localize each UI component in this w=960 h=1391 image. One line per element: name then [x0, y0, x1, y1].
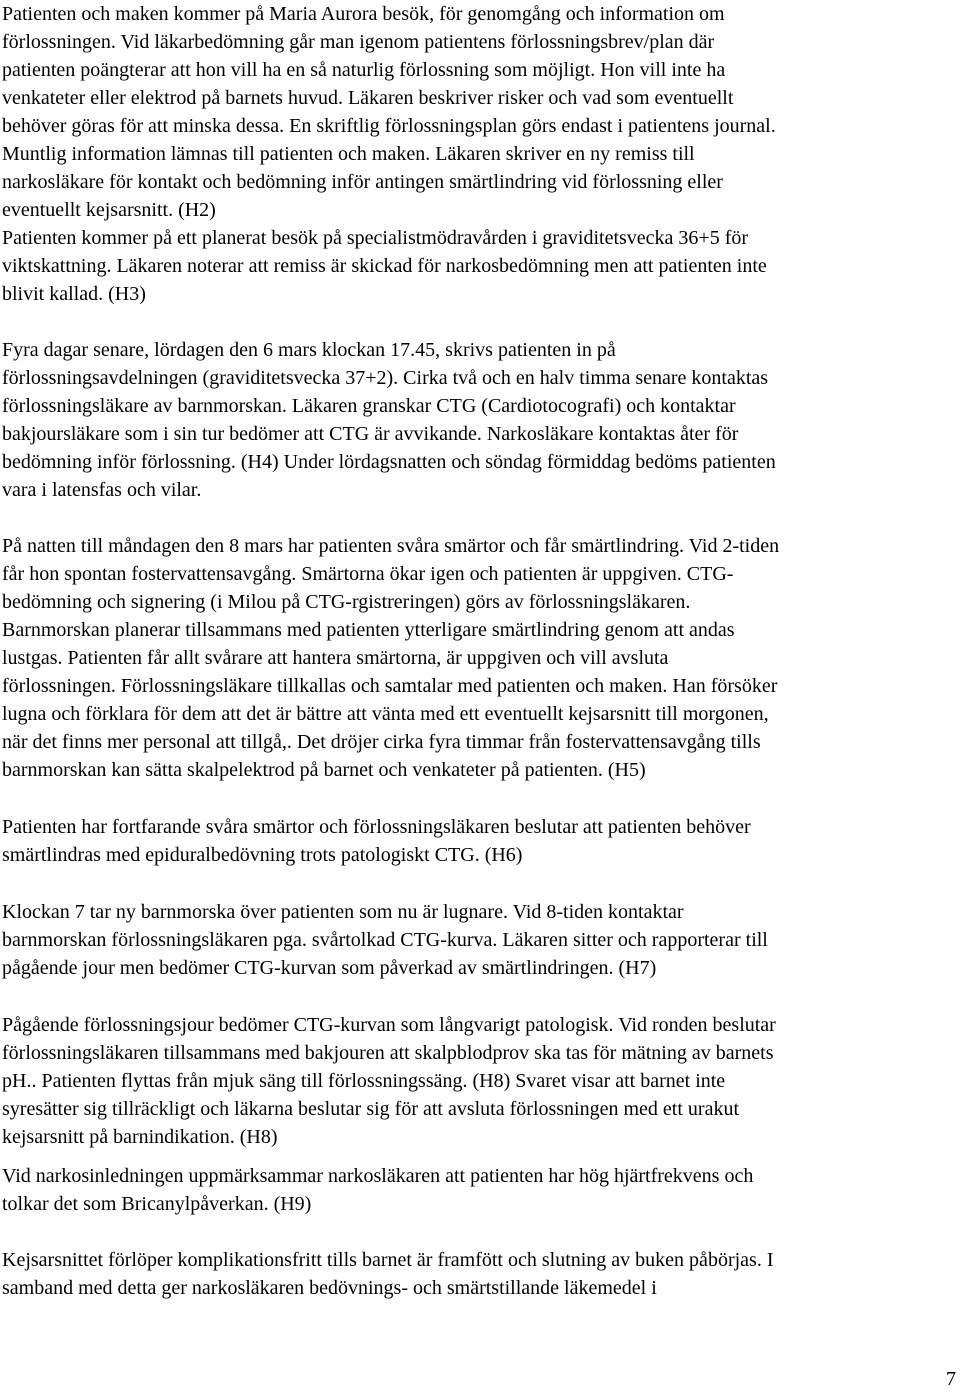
paragraph-8: Kejsarsnittet förlöper komplikationsfritt tills barnet är framfött och slutning av buken påbörjas. I samband med detta ger narkosläkaren bedövnings- och smärtstillande läkemedel i: [2, 1249, 774, 1299]
paragraph-4: Patienten har fortfarande svåra smärtor och förlossningsläkaren beslutar att patienten behöver smärtlindras med epiduralbedövning trots patologiskt CTG. (H6): [2, 816, 751, 866]
paragraph-6: Pågående förlossningsjour bedömer CTG-kurvan som långvarigt patologisk. Vid ronden beslutar förlossningsläkaren tillsammans med bakjouren att skalpblodprov ska tas för mätning av barnets pH.. Patienten flyttas från mjuk säng till förlossningssäng. (H8) Svaret visar att barnet inte syresätter sig tillräckligt och läkarna beslutar sig för att avsluta förlossningen med ett urakut kejsarsnitt på barnindikation. (H8): [2, 1014, 776, 1148]
paragraph-7: Vid narkosinledningen uppmärksammar narkosläkaren att patienten har hög hjärtfrekvens och tolkar det som Bricanylpåverkan. (H9): [2, 1165, 754, 1215]
paragraph-5: Klockan 7 tar ny barnmorska över patienten som nu är lugnare. Vid 8-tiden kontaktar barnmorskan förlossningsläkaren pga. svårtolkad CTG-kurva. Läkaren sitter och rapporterar till pågående jour men bedömer CTG-kurvan som påverkad av smärtlindringen. (H7): [2, 901, 768, 979]
page-number: 7: [946, 1368, 956, 1390]
paragraph-1: Patienten och maken kommer på Maria Aurora besök, för genomgång och information om förlossningen. Vid läkarbedömning går man igenom patientens förlossningsbrev/plan där patienten poängterar att hon vill ha en så naturlig förlossning som möjligt. Hon vill inte ha venkateter eller elektrod på barnets huvud. Läkaren beskriver risker och vad som eventuellt behöver göras för att minska dessa. En skriftlig förlossningsplan görs endast i patientens journal. Muntlig information lämnas till patienten och maken. Läkaren skriver en ny remiss till narkosläkare för kontakt och bedömning inför antingen smärtlindring vid förlossning eller eventuellt kejsarsnitt. (H2) Patienten kommer på ett planerat besök på specialistmödravården i graviditetsvecka 36+5 för viktskattning. Läkaren noterar att remiss är skickad för narkosbedömning men att patienten inte blivit kallad. (H3): [2, 3, 776, 305]
paragraph-3: På natten till måndagen den 8 mars har patienten svåra smärtor och får smärtlindring. Vid 2-tiden får hon spontan fostervattensavgång. Smärtorna ökar igen och patienten är uppgiven. CTG- bedömning och signering (i Milou på CTG-rgistreringen) görs av förlossningsläkaren. Barnmorskan planerar tillsammans med patienten ytterligare smärtlindring genom att andas lustgas. Patienten får allt svårare att hantera smärtorna, är uppgiven och vill avsluta förlossningen. Förlossningsläkare tillkallas och samtalar med patienten och maken. Han försöker lugna och förklara för dem att det är bättre att vänta med ett eventuellt kejsarsnitt till morgonen, när det finns mer personal att tillgå,. Det dröjer cirka fyra timmar från fostervattensavgång tills barnmorskan kan sätta skalpelektrod på barnet och venkateter på patienten. (H5): [2, 535, 780, 781]
paragraph-2: Fyra dagar senare, lördagen den 6 mars klockan 17.45, skrivs patienten in på förlossningsavdelningen (graviditetsvecka 37+2). Cirka två och en halv timma senare kontaktas förlossningsläkare av barnmorskan. Läkaren granskar CTG (Cardiotocografi) och kontaktar bakjoursläkare som i sin tur bedömer att CTG är avvikande. Narkosläkare kontaktas åter för bedömning inför förlossning. (H4) Under lördagsnatten och söndag förmiddag bedöms patienten vara i latensfas och vilar.: [2, 339, 776, 501]
